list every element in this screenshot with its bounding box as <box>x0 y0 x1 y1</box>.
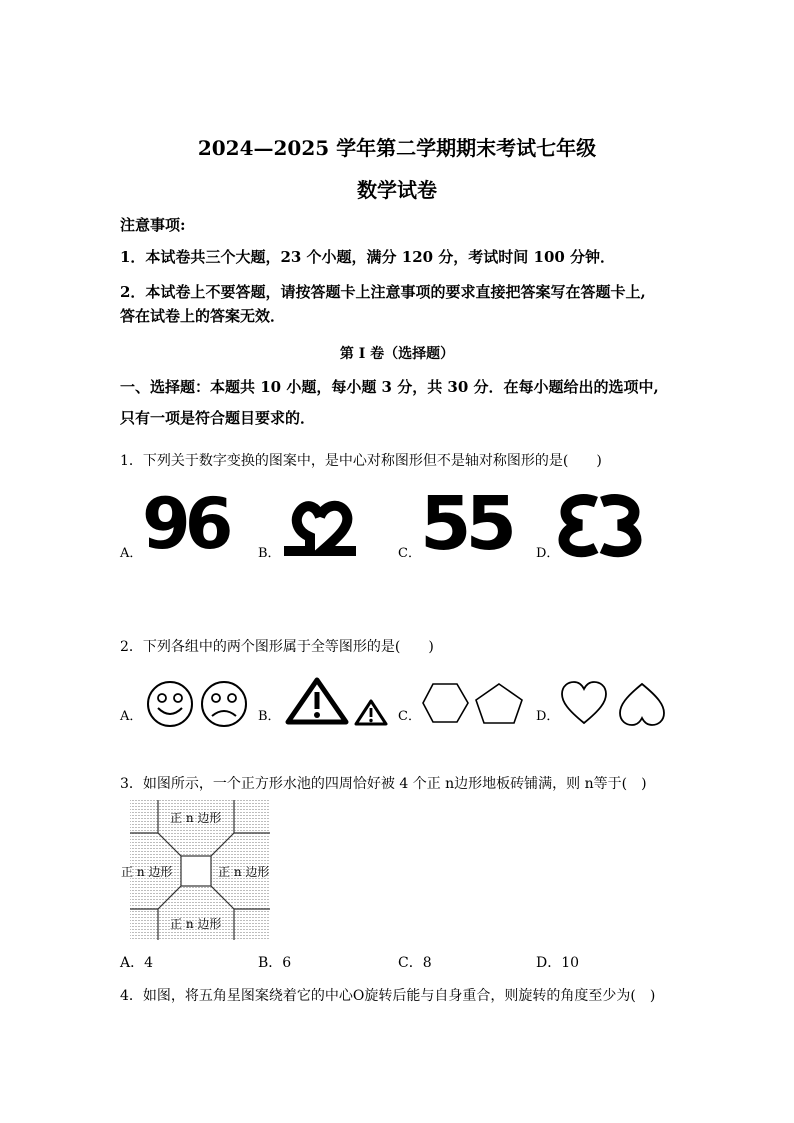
q1-option-c-label: C． <box>398 546 421 561</box>
q2-option-a-label: A． <box>120 709 143 724</box>
large-warning-triangle-icon <box>288 680 346 722</box>
tile-label-right: 正 n 边形 <box>218 865 270 879</box>
q1-stem: 1．下列关于数字变换的图案中，是中心对称图形但不是轴对称图形的是( ) <box>120 453 602 469</box>
q1-option-d-glyph <box>560 492 640 558</box>
q1-option-b-glyph <box>280 495 360 557</box>
section-instruction-line-2: 只有一项是符合题目要求的． <box>120 409 316 427</box>
q2-option-d-figure <box>560 680 668 728</box>
section-instruction-line-1: 一、选择题：本题共 10 小题，每小题 3 分，共 30 分．在每小题给出的选项中, <box>120 378 659 396</box>
q2-option-b-figure <box>284 676 390 728</box>
q3-option-b <box>258 952 291 972</box>
tile-label-top: 正 n 边形 <box>170 811 222 825</box>
frowny-face-icon <box>202 682 246 726</box>
notes-item-2-line-2: 答在试卷上的答案无效． <box>120 307 286 325</box>
q3-option-b-value: 6 <box>282 955 292 971</box>
tile-label-bottom: 正 n 边形 <box>170 917 222 931</box>
q2-option-b-label: B． <box>258 709 281 724</box>
q3-option-d-label: D． <box>536 955 562 971</box>
q1-option-c-glyph: 55 <box>420 481 511 567</box>
hexagon-icon <box>423 684 468 722</box>
exam-subtitle: 数学试卷 <box>357 178 437 202</box>
tile-label-left: 正 n 边形 <box>121 865 173 879</box>
q3-option-a-value: 4 <box>144 955 154 971</box>
notes-item-2-line-1: 2．本试卷上不要答题，请按答题卡上注意事项的要求直接把答案写在答题卡上, <box>120 283 646 301</box>
q3-option-b-label: B． <box>258 955 283 971</box>
pentagon-icon <box>476 684 522 723</box>
notes-item-1: 1．本试卷共三个大题，23 个小题，满分 120 分，考试时间 100 分钟． <box>120 248 616 266</box>
q3-option-d <box>536 952 579 972</box>
q1-option-a-glyph: 96 <box>142 483 228 565</box>
q3-option-a <box>120 952 153 972</box>
q3-option-c <box>398 952 432 972</box>
q1-option-d-label: D． <box>536 546 560 561</box>
q3-option-a-label: A． <box>120 955 145 971</box>
exam-title: 2024—2025 学年第二学期期末考试七年级 <box>197 136 597 160</box>
q3-stem: 3．如图所示，一个正方形水池的四周恰好被 4 个正 n边形地板砖铺满，则 n等于( ) <box>120 776 647 792</box>
q2-option-c-figure <box>422 682 524 726</box>
q3-pool-figure <box>120 800 280 940</box>
q2-option-a-figure <box>146 680 250 730</box>
q2-stem: 2．下列各组中的两个图形属于全等图形的是( ) <box>120 639 434 655</box>
q1-option-a-label: A． <box>120 546 143 561</box>
q2-option-d-label: D． <box>536 709 560 724</box>
center-pool <box>181 856 211 886</box>
q1-option-b-label: B． <box>258 546 281 561</box>
q4-stem: 4．如图，将五角星图案绕着它的中心O旋转后能与自身重合，则旋转的角度至少为( ) <box>120 988 656 1004</box>
heart-icon <box>562 682 606 723</box>
q3-option-d-value: 10 <box>561 955 580 971</box>
volume-heading: 第 I 卷（选择题） <box>339 346 455 362</box>
q3-option-c-value: 8 <box>422 955 432 971</box>
q3-option-c-label: C． <box>398 955 423 971</box>
smiley-face-icon <box>148 682 192 726</box>
notes-heading: 注意事项: <box>120 216 186 234</box>
small-warning-triangle-icon <box>356 701 386 724</box>
rotated-heart-icon <box>620 684 664 725</box>
q2-option-c-label: C． <box>398 709 421 724</box>
